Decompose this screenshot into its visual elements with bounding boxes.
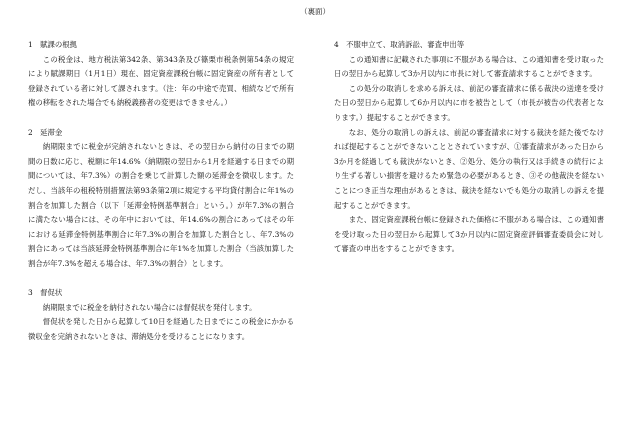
section-paragraph: なお、処分の取消しの訴えは、前記の審査請求に対する裁決を経た後でなければ提起することができないこととされていますが、①審査請求があった日から3か月を経過しても裁決がないとき、②処分、処分の執行又は手続きの続行により生ずる著しい損害を避けるため緊急の必要があるとき、③その他裁決を経ないことにつき正当な理由があるときは、裁決を経ないでも処分の取消しの訴えを提起することができます。 [334, 127, 604, 210]
section-paragraph: また、固定資産課税台帳に登録された価格に不服がある場合は、この通知書を受け取った日の翌日から起算して3か月以内に固定資産評価審査委員会に対して審査の申出をすることができます。 [334, 215, 604, 254]
section-tax-basis [28, 38, 294, 111]
section-reminder [28, 286, 294, 344]
right-column [334, 38, 604, 257]
section-title: 4 不服申立て、取消訴訟、審査申出等 [334, 40, 465, 49]
page-header: （裏面） [300, 7, 330, 16]
section-paragraph: 納期限までに税金を納付されない場合には督促状を発付します。 [42, 302, 257, 312]
section-title: 2 延滞金 [28, 127, 63, 137]
section-late-fee [28, 126, 294, 272]
section-title: 3 督促状 [28, 288, 63, 298]
section-paragraph: 督促状を発した日から起算して10日を経過した日までにこの税金にかかる徴収金を完納されないときは、滞納処分を受けることになります。 [28, 317, 294, 341]
section-paragraph: 納期限までに税金が完納されないときは、その翌日から納付の日までの期間の日数に応じ、税額に年14.6%（納期限の翌日から1月を経過する日までの期間については、年7.3%）の割合を乗じて計算した額の延滞金を徴収します。ただし、当該年の租税特別措置法第93条第2項に規定する平均貸付割合に年1%の割合を加算した割合（以下「延滞金特例基準割合」という。）が年7.3%の割合に満たない場合には、その年中においては、年14.6%の割合にあってはその年における延滞金特例基準割合に年7.3%の割合を加算した割合とし、年7.3%の割合にあっては当該延滞金特例基準割合に年1%を加算した割合（当該加算した割合が年7.3%を超える場合は、年7.3%の割合）とします。 [28, 142, 294, 268]
section-paragraph: この税金は、地方税法第342条、第343条及び篠栗市税条例第54条の規定により賦課期日（1月1日）現在、固定資産課税台帳に固定資産の所有者として登録されている者に対して課されます。（注：年の中途で売買、相続などで所有権の移転をされた場合でも納税義務者の変更はできません。） [28, 54, 294, 108]
section-paragraph: この処分の取消しを求める訴えは、前記の審査請求に係る裁決の送達を受けた日の翌日から起算して6か月以内に市を被告として（市長が被告の代表者となります。）提起することができます。 [334, 83, 604, 122]
section-title: 1 賦課の根拠 [28, 40, 78, 49]
section-appeal [334, 38, 604, 257]
section-paragraph: この通知書に記載された事項に不服がある場合は、この通知書を受け取った日の翌日から起算して3か月以内に市長に対して審査請求することができます。 [334, 54, 604, 79]
left-column [28, 38, 294, 344]
